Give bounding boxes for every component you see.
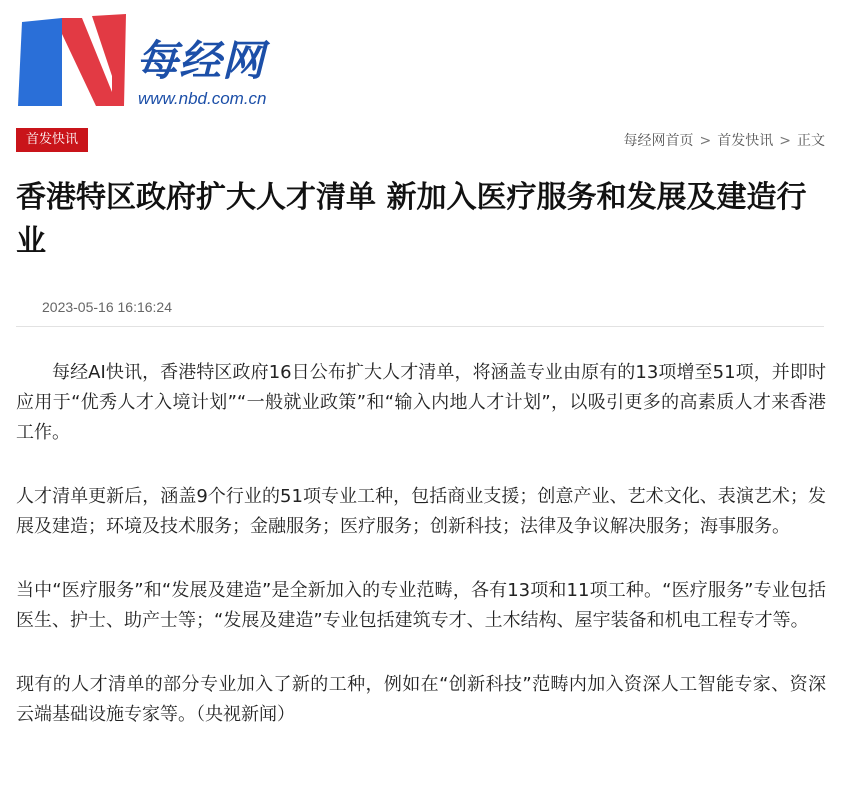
breadcrumb [624,131,825,151]
divider [16,326,824,327]
breadcrumb-current: 正文 [797,133,825,149]
breadcrumb-separator: > [779,133,791,149]
nbd-logo-icon [16,14,128,110]
article-paragraph: 现有的人才清单的部分专业加入了新的工种，例如在“创新科技”范畴内加入资深人工智能专家、资深云端基础设施专家等。（央视新闻） [16,674,826,725]
category-badge[interactable]: 首发快讯 [16,128,88,152]
site-logo[interactable] [16,14,306,114]
breadcrumb-category[interactable]: 首发快讯 [717,133,774,149]
logo-name: 每经网 [136,36,266,85]
breadcrumb-separator: > [699,133,712,149]
article-paragraph: 人才清单更新后，涵盖9个行业的51项专业工种，包括商业支援；创意产业、艺术文化、表演艺术；发展及建造；环境及技术服务；金融服务；医疗服务；创新科技；法律及争议解决服务；海事服务。 [16,486,826,537]
article-body [16,358,826,764]
article-title: 香港特区政府扩大人才清单 新加入医疗服务和发展及建造行业 [16,180,807,259]
logo-url: www.nbd.com.cn [138,89,267,108]
breadcrumb-home[interactable]: 每经网首页 [623,133,694,149]
publish-date: 2023-05-16 16:16:24 [42,299,172,315]
article-paragraph: 当中“医疗服务”和“发展及建造”是全新加入的专业范畴，各有13项和11项工种。“医疗服务”专业包括医生、护士、助产士等；“发展及建造”专业包括建筑专才、土木结构、屋宇装备和机电工程专才等。 [16,580,826,631]
article-paragraph: 每经AI快讯，香港特区政府16日公布扩大人才清单，将涵盖专业由原有的13项增至51项，并即时应用于“优秀人才入境计划”“一般就业政策”和“输入内地人才计划”，以吸引更多的高素质人才来香港工作。 [16,362,826,443]
